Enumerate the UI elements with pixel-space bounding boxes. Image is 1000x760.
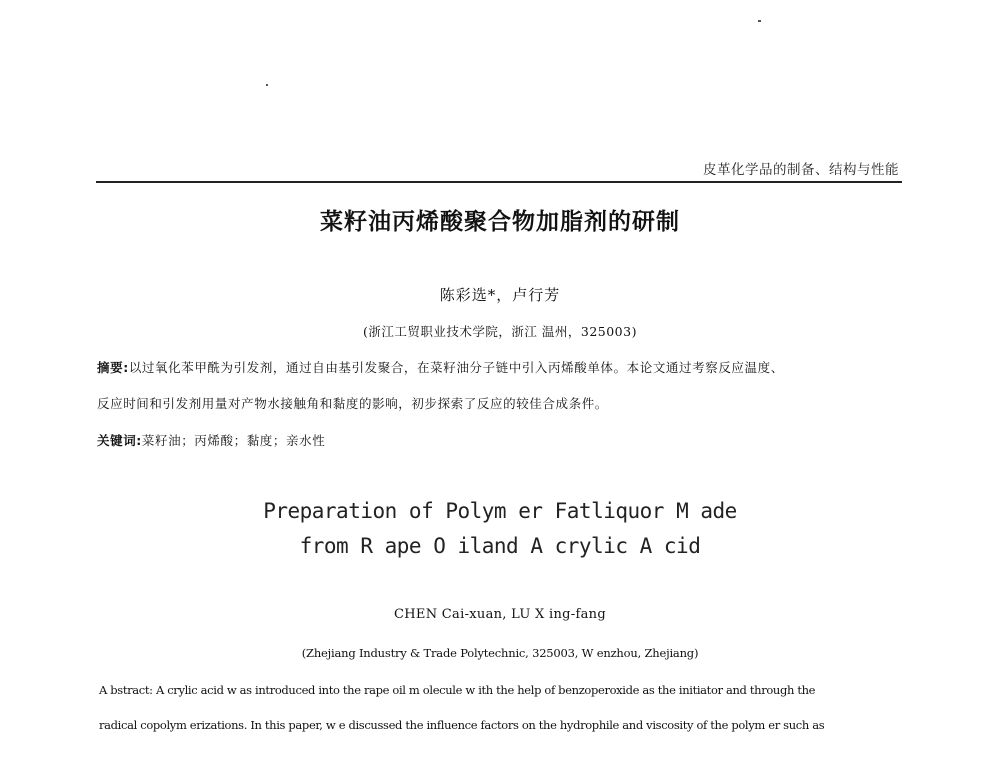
- keywords-cn: [97, 431, 907, 449]
- keywords-cn-text: 菜籽油；丙烯酸；黏度；亲水性: [141, 433, 326, 448]
- paper-title-en-line-1: Preparation of Polym er Fatliquor M ade: [263, 499, 737, 523]
- abstract-cn-label: 摘要:: [97, 360, 129, 375]
- scan-speck: [758, 20, 761, 22]
- abstract-cn-text-2: 反应时间和引发剂用量对产物水接触角和黏度的影响，初步探索了反应的较佳合成条件。: [97, 396, 608, 411]
- header-rule: [96, 181, 902, 183]
- abstract-cn-line-1: [97, 358, 907, 376]
- running-head: 皮革化学品的制备、结构与性能: [703, 162, 899, 178]
- keywords-cn-label: 关键词:: [97, 433, 142, 448]
- paper-title-cn: 菜籽油丙烯酸聚合物加脂剂的研制: [320, 209, 680, 235]
- affiliation-en: (Zhejiang Industry & Trade Polytechnic, 325003, W enzhou, Zhejiang): [301, 646, 699, 660]
- authors-en: CHEN Cai-xuan, LU X ing-fang: [394, 607, 606, 622]
- abstract-en-line-1: A bstract: A crylic acid w as introduced into the rape oil m olecule w ith the help of benzoperoxide as the initiator and through the: [99, 683, 816, 697]
- scan-speck: [266, 84, 268, 86]
- abstract-cn-text-1: 以过氧化苯甲酰为引发剂，通过自由基引发聚合，在菜籽油分子链中引入丙烯酸单体。本论文通过考察反应温度、: [128, 360, 784, 375]
- abstract-en-line-2: radical copolym erizations. In this paper, w e discussed the influence factors on the hydrophile and viscosity of the polym er such as: [99, 718, 825, 732]
- paper-title-en-line-2: from R ape O iland A crylic A cid: [299, 534, 701, 558]
- abstract-cn-line-2: [97, 394, 907, 412]
- paper-title-en: [0, 494, 1000, 564]
- affiliation-cn: (浙江工贸职业技术学院，浙江 温州，325003): [363, 324, 637, 339]
- authors-cn: 陈彩选*，卢行芳: [439, 286, 561, 304]
